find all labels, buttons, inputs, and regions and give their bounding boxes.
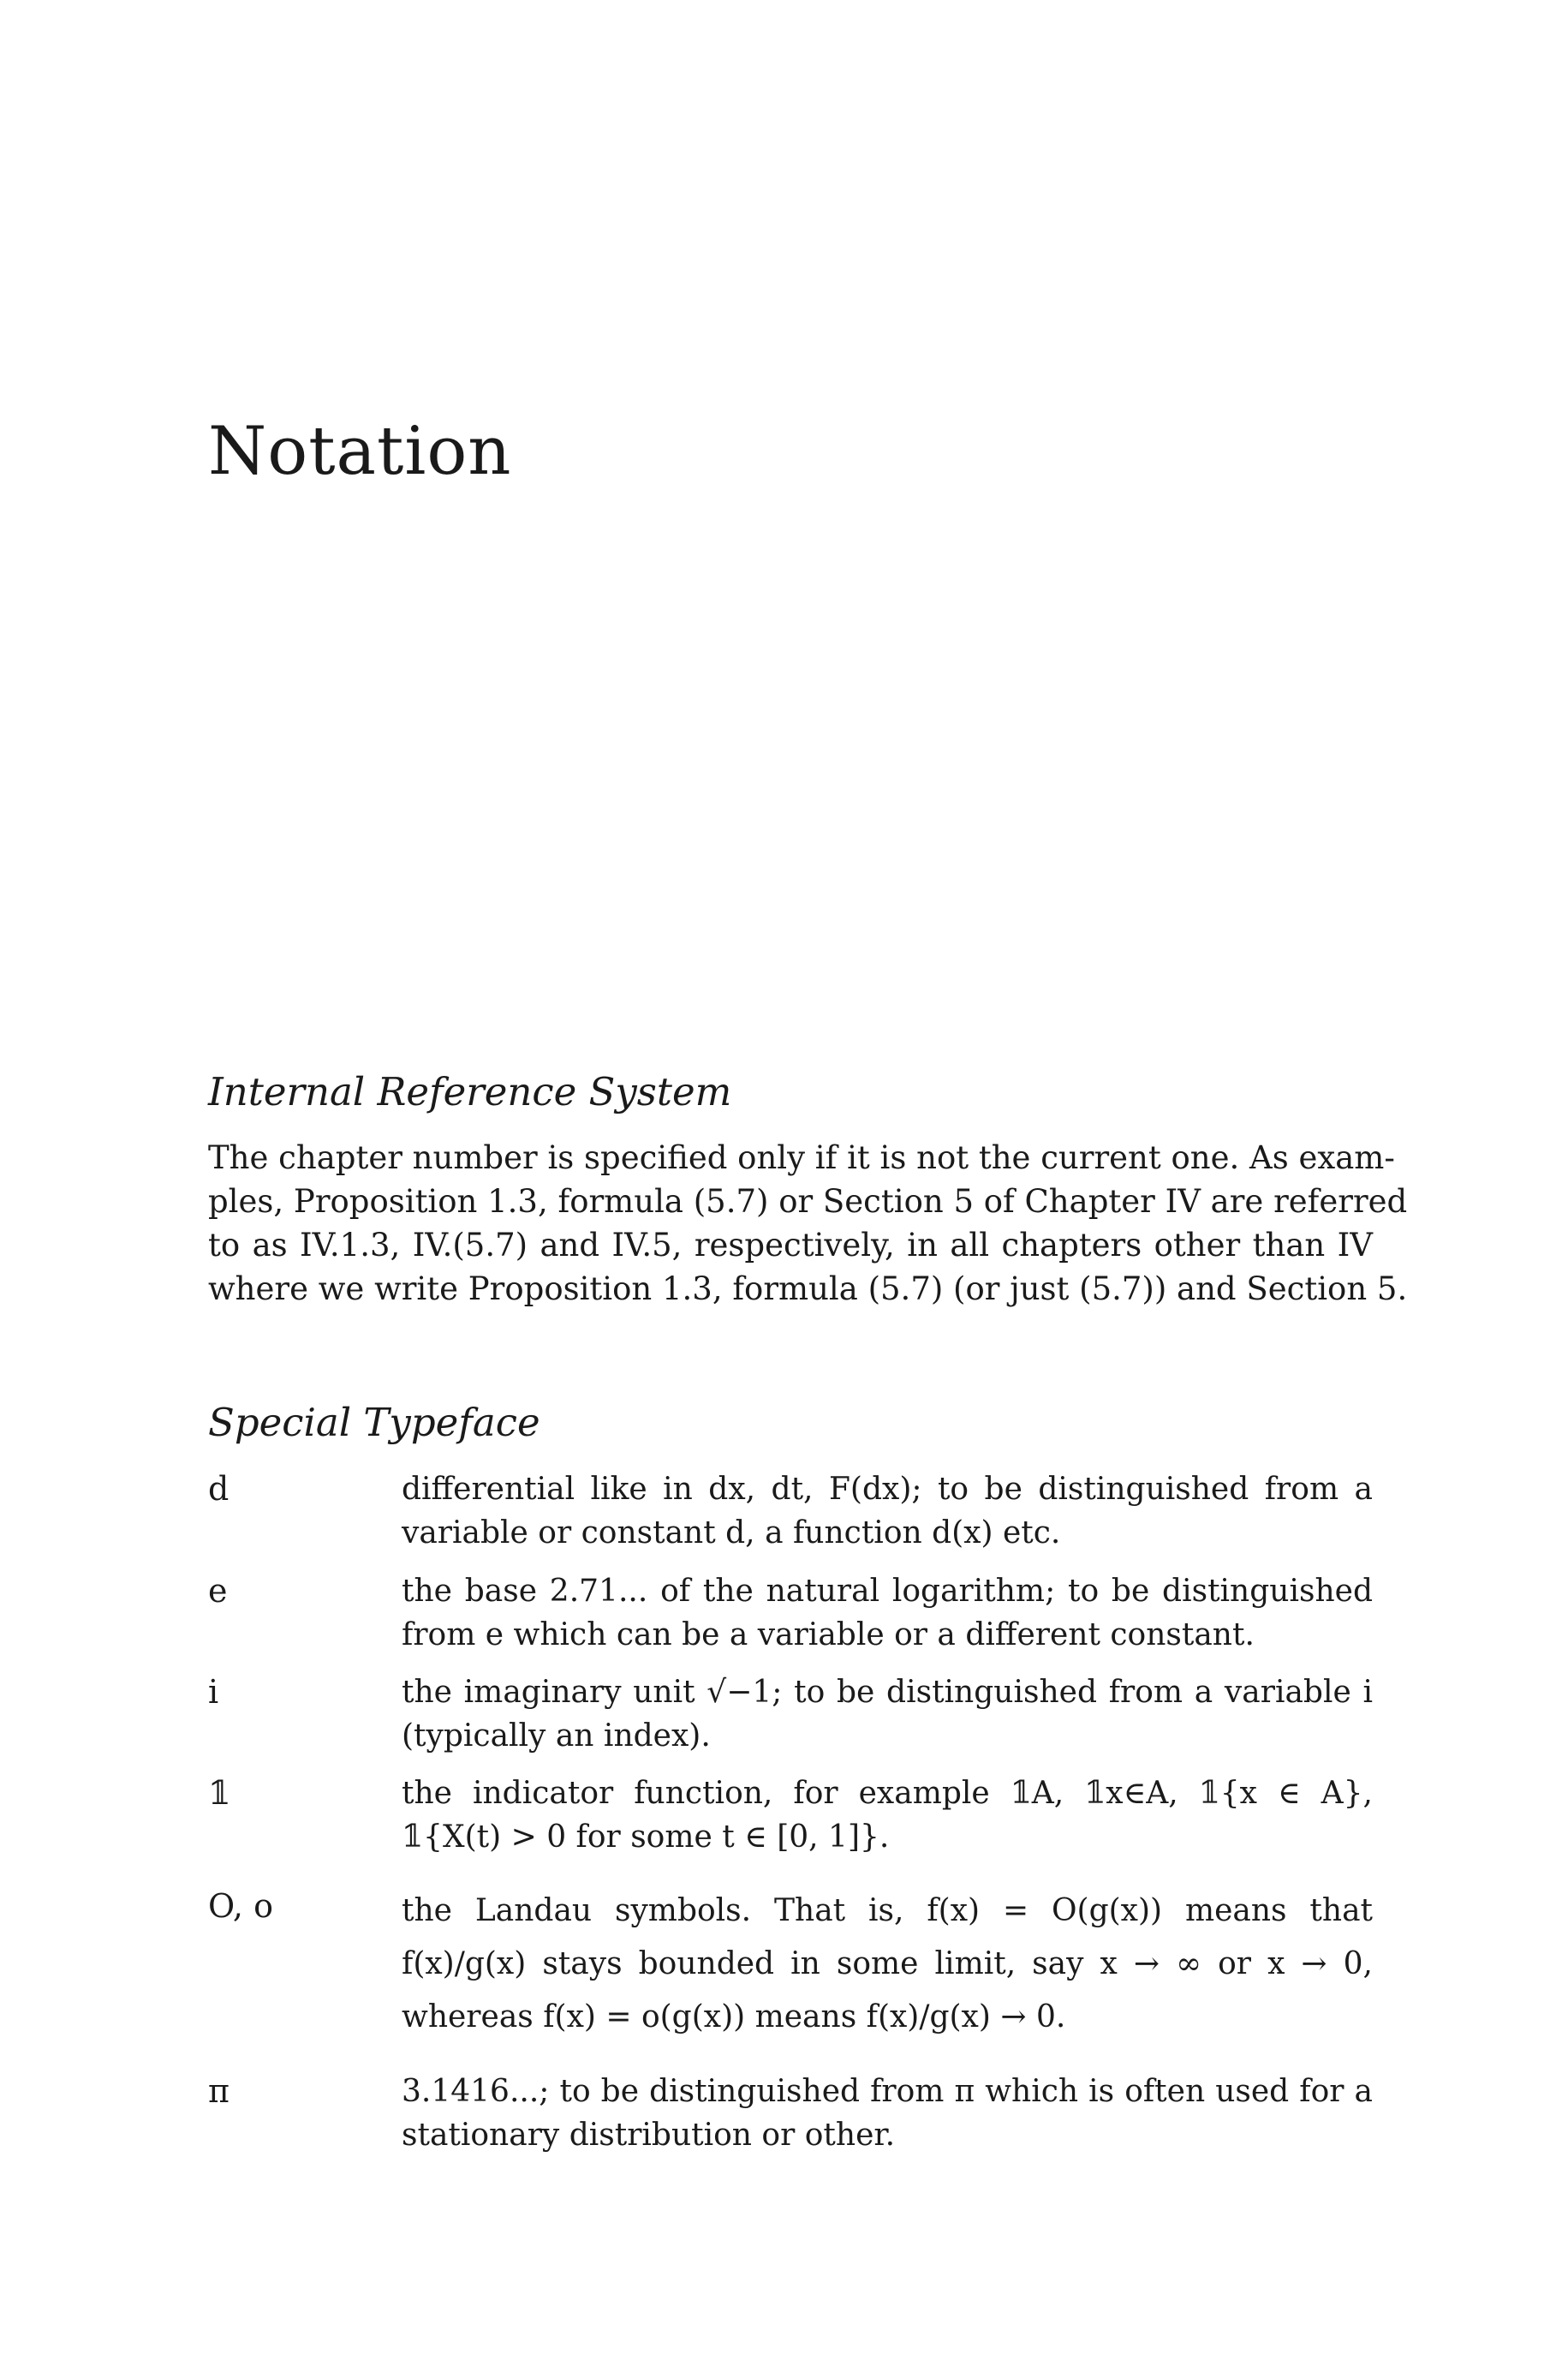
paragraph-line: to as IV.1.3, IV.(5.7) and IV.5, respectively, in all chapters other than IV xyxy=(208,1227,1373,1264)
paragraph-line: ples, Proposition 1.3, formula (5.7) or Section 5 of Chapter IV are referred xyxy=(208,1183,1408,1220)
notation-symbol: O, o xyxy=(208,1887,273,1925)
notation-description xyxy=(402,2070,1373,2157)
description-line: the imaginary unit √−1; to be distinguished from a variable i xyxy=(402,1675,1373,1710)
paragraph-line: where we write Proposition 1.3, formula (5.7) (or just (5.7)) and Section 5. xyxy=(208,1270,1408,1307)
notation-symbol: e xyxy=(208,1572,228,1610)
page-title: Notation xyxy=(208,413,512,490)
notation-symbol: i xyxy=(208,1673,219,1711)
section-heading-special-typeface: Special Typeface xyxy=(208,1400,540,1445)
notation-description xyxy=(402,1885,1373,2044)
notation-description xyxy=(402,1670,1373,1758)
description-line: 3.1416...; to be distinguished from π which is often used for a xyxy=(402,2074,1373,2109)
paragraph-line: The chapter number is specified only if it is not the current one. As exam- xyxy=(208,1139,1395,1176)
notation-description xyxy=(402,1569,1373,1657)
description-line: the base 2.71... of the natural logarithm; to be distinguished xyxy=(402,1574,1373,1609)
description-line: variable or constant d, a function d(x) etc. xyxy=(402,1515,1061,1550)
notation-description xyxy=(402,1467,1373,1555)
description-line: the Landau symbols. That is, f(x) = O(g(x)) means that xyxy=(402,1893,1373,1928)
section-heading-internal-reference: Internal Reference System xyxy=(208,1069,732,1114)
description-line: f(x)/g(x) stays bounded in some limit, say x → ∞ or x → 0, xyxy=(402,1946,1373,1981)
notation-description xyxy=(402,1772,1373,1859)
description-line: whereas f(x) = o(g(x)) means f(x)/g(x) → 0. xyxy=(402,1999,1066,2034)
notation-symbol: d xyxy=(208,1470,230,1508)
description-line: (typically an index). xyxy=(402,1718,711,1754)
description-line: 𝟙{X(t) > 0 for some t ∈ [0, 1]}. xyxy=(402,1819,890,1855)
description-line: stationary distribution or other. xyxy=(402,2118,896,2153)
description-line: the indicator function, for example 𝟙A, 𝟙x∈A, 𝟙{x ∈ A}, xyxy=(402,1776,1373,1811)
description-line: from e which can be a variable or a different constant. xyxy=(402,1617,1255,1652)
notation-symbol: 𝟙 xyxy=(208,1774,231,1812)
internal-reference-paragraph xyxy=(208,1136,1408,1311)
notation-symbol: π xyxy=(208,2072,230,2110)
description-line: differential like in dx, dt, F(dx); to be distinguished from a xyxy=(402,1472,1373,1507)
